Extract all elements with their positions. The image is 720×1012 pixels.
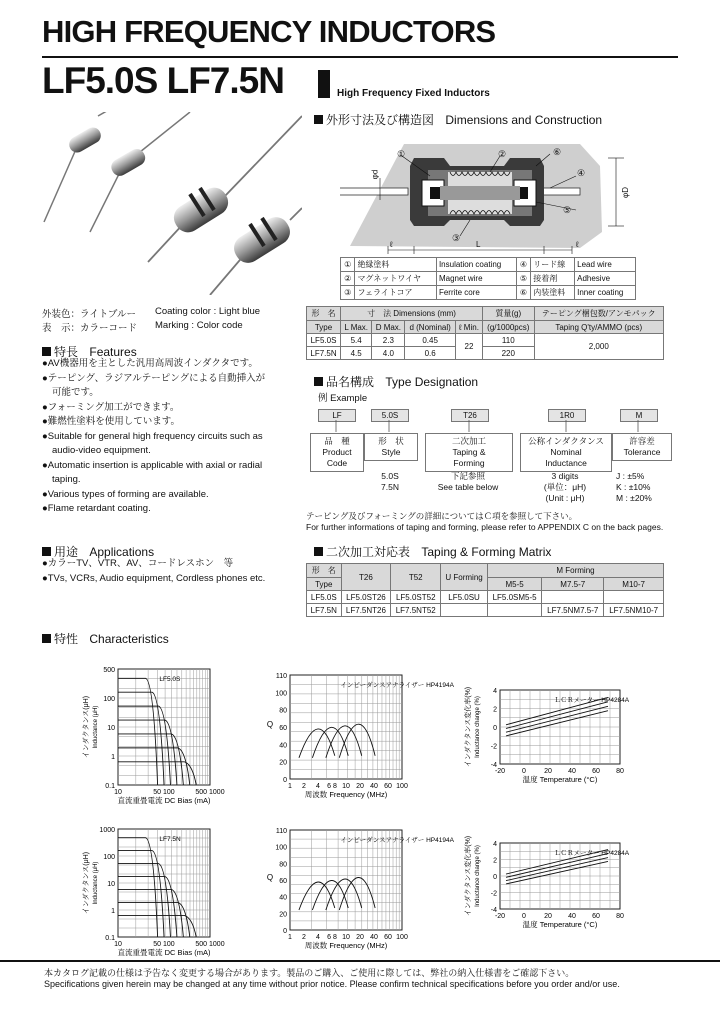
feature-text: AV機器用を主とした汎用高周波インダクタです。 <box>47 358 258 369</box>
list-item <box>42 386 302 401</box>
table-cell: 220 <box>483 347 534 360</box>
x-tick-label: 60 <box>592 913 600 920</box>
chart-legend: インピーダンスアナライザー HP4194A <box>340 682 454 689</box>
x-tick-label: 2 <box>302 783 306 790</box>
y-axis-label-jp: インダクタンス変化率(%) <box>465 835 472 917</box>
chart-legend: インピーダンスアナライザー HP4194A <box>340 837 454 844</box>
designation-connectors <box>310 420 670 434</box>
y-tick-label: 20 <box>279 911 287 919</box>
table-cell: LF7.5N <box>307 604 342 617</box>
list-item <box>42 459 302 474</box>
y-tick-label: 1000 <box>99 827 115 834</box>
y-axis-label-jp: インダクタンス(μH) <box>83 851 90 915</box>
table-cell: 4.5 <box>341 347 372 360</box>
features-heading-jp: 特長 <box>54 345 79 359</box>
y-tick-label: -2 <box>490 743 497 751</box>
list-item <box>42 444 302 459</box>
footer-rule <box>0 960 720 962</box>
table-cell: 2,000 <box>534 334 663 360</box>
code-taping: T26 <box>451 409 489 422</box>
x-tick-label: 1 <box>288 934 292 941</box>
table-cell: 110 <box>483 334 534 347</box>
characteristics-heading-en: Characteristics <box>89 632 169 646</box>
table-cell: 22 <box>455 334 482 360</box>
table-cell <box>604 591 664 604</box>
x-tick-label: 20 <box>544 913 552 920</box>
table-cell: LF5.0SM5-5 <box>487 591 541 604</box>
designation-example: 例 Example <box>318 393 368 404</box>
table-cell: LF5.0SU <box>441 591 488 604</box>
y-axis-label-en: Inductance change (%) <box>475 845 481 907</box>
x-tick-label: 0 <box>522 913 526 920</box>
list-item <box>42 488 302 503</box>
bullet-icon: ● <box>42 416 48 427</box>
table-cell: LF7.5N <box>307 347 341 360</box>
bullet-icon: ● <box>42 558 48 569</box>
chart-legend: LF5.0S <box>159 676 181 683</box>
table-cell: 2.3 <box>372 334 405 347</box>
section-marker-icon <box>314 377 323 386</box>
bullet-icon: ● <box>42 572 48 584</box>
construction-drawing <box>340 136 636 258</box>
designation-heading-en: Type Designation <box>385 375 479 389</box>
x-tick-label: 80 <box>616 913 624 920</box>
designation-heading-jp: 品名構成 <box>326 375 375 389</box>
box-style: 形 状 Style <box>364 433 418 461</box>
forming-heading-en: Taping & Forming Matrix <box>421 545 552 559</box>
x-tick-label: 1 <box>288 783 292 790</box>
x-tick-label: 2 <box>302 934 306 941</box>
dim-header-D: D Max. <box>372 321 405 334</box>
characteristics-heading <box>42 630 169 647</box>
title-rule <box>42 56 678 58</box>
part-no: ① <box>341 258 355 272</box>
y-tick-label: 80 <box>279 707 287 715</box>
feature-text: 難燃性塗料を使用しています。 <box>47 416 180 427</box>
y-tick-label: -2 <box>490 890 497 898</box>
chart-legend: ＬＣＲメーター HP4284A <box>554 697 630 704</box>
table-cell: LF7.5NM10-7 <box>604 604 664 617</box>
part-no: ⑥ <box>516 286 530 300</box>
x-tick-label: 500 1000 <box>195 941 225 948</box>
callout-2: ② <box>498 149 507 159</box>
application-text: TVs, VCRs, Audio equipment, Cordless phones etc. <box>47 572 266 584</box>
part-no: ③ <box>341 286 355 300</box>
chart-q2 <box>250 822 454 962</box>
x-tick-label: 10 <box>342 783 350 790</box>
list-item <box>42 557 265 572</box>
y-tick-label: 100 <box>103 696 115 703</box>
dim-L-label: L <box>476 240 481 249</box>
dim-header-weight-jp: 質量(g) <box>483 307 534 321</box>
y-tick-label: 0 <box>283 928 287 935</box>
code-inductance: 1R0 <box>548 409 586 422</box>
feature-text: Suitable for general high frequency circuits such as <box>47 430 263 442</box>
dim-header-d: d (Nominal) <box>405 321 456 334</box>
bullet-icon: ● <box>42 459 48 471</box>
part-no: ⑤ <box>516 272 530 286</box>
feature-text: フォーミング加工ができます。 <box>47 401 180 413</box>
applications-heading-jp: 用途 <box>54 545 79 559</box>
y-axis-label-en: Inductance (μH) <box>93 705 99 749</box>
dim-header-type-jp: 形 名 <box>307 307 341 321</box>
dim-header-taping-jp: テーピング梱包数/アンモパック <box>534 307 663 321</box>
model-subtitle: High Frequency Fixed Inductors <box>337 88 490 99</box>
callout-4: ④ <box>577 168 586 178</box>
box-product-code: 品 種 Product Code <box>310 433 364 472</box>
x-tick-label: 40 <box>370 783 378 790</box>
dim-header-taping: Taping Q'ty/AMMO (pcs) <box>534 321 663 334</box>
part-jp: フェライトコア <box>355 286 437 300</box>
dim-header-weight: (g/1000pcs) <box>483 321 534 334</box>
dim-D-label: φD <box>620 187 630 198</box>
y-tick-label: 500 <box>103 667 115 674</box>
y-tick-label: 4 <box>493 688 497 695</box>
feature-text: Flame retardant coating. <box>47 503 151 514</box>
chart-dcbias2 <box>78 821 232 969</box>
y-tick-label: 110 <box>275 828 287 835</box>
list-item <box>42 372 302 387</box>
marking-caption-en: Marking : Color code <box>155 320 243 331</box>
y-tick-label: 100 <box>103 854 115 861</box>
list-item <box>42 415 302 430</box>
callout-5: ⑤ <box>563 205 572 215</box>
forming-heading <box>314 543 551 560</box>
part-no: ② <box>341 272 355 286</box>
applications-list <box>42 557 265 586</box>
dim-header-l: ℓ Min. <box>455 321 482 334</box>
bullet-icon: ● <box>42 503 48 514</box>
x-tick-label: 50 100 <box>153 941 175 948</box>
part-en: Lead wire <box>575 258 636 272</box>
callout-1: ① <box>397 149 406 159</box>
x-tick-label: 500 1000 <box>195 789 225 796</box>
table-cell: LF7.5NT52 <box>391 604 441 617</box>
x-tick-label: 80 <box>616 768 624 775</box>
x-tick-label: 60 <box>592 768 600 775</box>
product-photo <box>40 112 302 295</box>
part-no: ④ <box>516 258 530 272</box>
application-text: カラーTV、VTR、AV、コードレスホン 等 <box>47 558 234 569</box>
x-tick-label: 20 <box>544 768 552 775</box>
part-en: Magnet wire <box>436 272 516 286</box>
y-tick-label: 40 <box>279 742 287 750</box>
forming-header-m: M Forming <box>487 564 663 578</box>
part-jp: 絶縁塗料 <box>355 258 437 272</box>
callout-6: ⑥ <box>553 147 562 157</box>
y-tick-label: 2 <box>493 857 497 865</box>
table-cell: LF5.0S <box>307 591 342 604</box>
footer-en: Specifications given herein may be changed at any time without prior notice. Please confirm technical specifications before you order and/or use. <box>44 979 620 989</box>
features-heading-en: Features <box>89 345 137 359</box>
list-item <box>42 473 302 488</box>
table-cell <box>441 604 488 617</box>
y-tick-label: 100 <box>275 690 287 698</box>
forming-header-u: U Forming <box>441 564 488 591</box>
y-tick-label: 1 <box>111 754 115 761</box>
list-item <box>42 430 302 445</box>
dim-header-type: Type <box>307 321 341 334</box>
feature-text: Automatic insertion is applicable with axial or radial <box>47 459 263 471</box>
y-tick-label: 40 <box>279 894 287 902</box>
x-tick-label: 10 <box>342 934 350 941</box>
tolerance-values: J : ±5% K : ±10% M : ±20% <box>616 471 652 503</box>
style-values: 5.0S 7.5N <box>381 471 399 492</box>
coating-caption-jp: 外装色：ライトブルー <box>42 309 137 320</box>
y-tick-label: 0.1 <box>105 935 115 942</box>
code-lf: LF <box>318 409 356 422</box>
part-en: Inner coating <box>575 286 636 300</box>
forming-header-m10: M10-7 <box>604 578 664 591</box>
plot-area <box>290 675 402 779</box>
dim-header-dimensions: 寸 法 Dimensions (mm) <box>341 307 483 321</box>
bullet-icon: ● <box>42 430 48 442</box>
applications-heading-en: Applications <box>89 545 155 559</box>
x-tick-label: 100 <box>396 783 408 790</box>
y-tick-label: -4 <box>490 762 497 769</box>
y-tick-label: 100 <box>275 844 287 852</box>
section-marker-icon <box>314 547 323 556</box>
page-title: HIGH FREQUENCY INDUCTORS <box>42 14 496 49</box>
chart-q1 <box>250 667 454 811</box>
dim-d-label: φd <box>370 169 380 180</box>
box-tolerance: 許容差 Tolerance <box>612 433 672 461</box>
dimensions-heading-en: Dimensions and Construction <box>445 113 603 127</box>
y-tick-label: 0 <box>283 777 287 784</box>
feature-text: Various types of forming are available. <box>47 488 209 500</box>
table-cell: LF5.0ST52 <box>391 591 441 604</box>
y-axis-label-en: Inductance (μH) <box>93 861 99 905</box>
taping-values: 下記参照 See table below <box>437 471 499 492</box>
table-cell: 5.4 <box>341 334 372 347</box>
x-tick-label: -20 <box>494 913 506 920</box>
y-axis-label-en: Inductance change (%) <box>475 696 481 758</box>
x-axis-label: 温度 Temperature (°C) <box>522 920 598 929</box>
characteristics-heading-jp: 特性 <box>54 632 79 646</box>
feature-text: テーピング、ラジアルテーピングによる自動挿入が <box>47 372 266 384</box>
feature-text: taping. <box>52 474 81 485</box>
table-cell: 0.6 <box>405 347 456 360</box>
y-tick-label: 0.1 <box>105 783 115 790</box>
parts-legend <box>340 257 636 300</box>
y-tick-label: 10 <box>107 725 115 732</box>
part-en: Adhesive <box>575 272 636 286</box>
box-nominal-inductance: 公称インダクタンス Nominal Inductance <box>520 433 612 472</box>
y-tick-label: 10 <box>107 881 115 888</box>
dim-header-L: L Max. <box>341 321 372 334</box>
dimension-table <box>306 306 664 360</box>
callout-3: ③ <box>452 233 461 243</box>
section-marker-icon <box>42 634 51 643</box>
x-tick-label: -20 <box>494 768 506 775</box>
x-tick-label: 40 <box>370 934 378 941</box>
x-tick-label: 50 100 <box>153 789 175 796</box>
dimensions-heading <box>314 111 602 128</box>
forming-header-type: Type <box>307 578 342 591</box>
chart-dcbias1 <box>78 661 232 817</box>
x-axis-label: 直流重畳電流 DC Bias (mA) <box>117 948 211 957</box>
y-tick-label: 1 <box>111 908 115 915</box>
table-cell: LF7.5NM7.5-7 <box>542 604 604 617</box>
forming-header-m75: M7.5-7 <box>542 578 604 591</box>
x-tick-label: 4 <box>316 783 320 790</box>
coating-caption-en: Coating color : Light blue <box>155 306 261 317</box>
bullet-icon: ● <box>42 488 48 500</box>
x-axis-label: 温度 Temperature (°C) <box>522 775 598 784</box>
model-bar <box>318 70 330 98</box>
bullet-icon: ● <box>42 372 48 384</box>
forming-header-type-jp: 形 名 <box>307 564 342 578</box>
plot-area <box>290 830 402 930</box>
x-tick-label: 20 <box>356 934 364 941</box>
dim-l1-label: ℓ <box>390 240 393 249</box>
y-tick-label: 20 <box>279 759 287 767</box>
features-list <box>42 357 302 517</box>
x-tick-label: 40 <box>568 768 576 775</box>
forming-header-m5: M5-5 <box>487 578 541 591</box>
y-axis-label: Q <box>266 720 274 729</box>
x-tick-label: 40 <box>568 913 576 920</box>
y-axis-label-jp: インダクタンス変化率(%) <box>465 686 472 768</box>
y-axis-label-jp: インダクタンス(μH) <box>83 695 90 759</box>
box-taping-forming: 二次加工 Taping & Forming <box>425 433 513 472</box>
y-tick-label: 60 <box>279 725 287 732</box>
y-tick-label: 0 <box>493 874 497 881</box>
y-tick-label: 110 <box>275 673 287 680</box>
feature-text: 可能です。 <box>52 387 99 398</box>
forming-heading-jp: 二次加工対応表 <box>326 545 411 559</box>
y-tick-label: 80 <box>279 861 287 869</box>
bullet-icon: ● <box>42 358 48 369</box>
section-marker-icon <box>42 347 51 356</box>
table-cell: LF7.5NT26 <box>341 604 391 617</box>
y-tick-label: 0 <box>493 725 497 732</box>
part-jp: マグネットワイヤ <box>355 272 437 286</box>
list-item <box>42 572 265 587</box>
x-tick-label: 20 <box>356 783 364 790</box>
x-tick-label: 0 <box>522 768 526 775</box>
chart-temp2 <box>460 835 642 941</box>
table-cell: 0.45 <box>405 334 456 347</box>
x-tick-label: 10 <box>114 789 122 796</box>
section-marker-icon <box>42 547 51 556</box>
table-cell <box>487 604 541 617</box>
list-item <box>42 357 302 372</box>
forming-header-t52: T52 <box>391 564 441 591</box>
part-jp: 接着剤 <box>531 272 575 286</box>
table-cell: 4.0 <box>372 347 405 360</box>
footer-jp: 本カタログ記載の仕様は予告なく変更する場合があります。製品のご購入、ご使用に際しては、弊社の納入仕様書をご確認下さい。 <box>44 968 575 978</box>
part-jp: リード線 <box>531 258 575 272</box>
inductance-values: 3 digits (単位：μH) (Unit : μH) <box>543 471 587 503</box>
model-name: LF5.0S LF7.5N <box>42 60 284 101</box>
bullet-icon: ● <box>42 401 48 413</box>
x-tick-label: 4 <box>316 934 320 941</box>
marking-caption-jp: 表 示：カラーコード <box>42 323 138 334</box>
chart-legend: ＬＣＲメーター HP4284A <box>554 850 630 857</box>
table-cell <box>542 591 604 604</box>
chart-legend: LF7.5N <box>159 836 181 843</box>
x-tick-label: 60 <box>384 783 392 790</box>
part-jp: 内装塗料 <box>531 286 575 300</box>
designation-heading <box>314 373 478 390</box>
feature-text: audio-video equipment. <box>52 445 151 456</box>
x-axis-label: 周波数 Frequency (MHz) <box>304 790 388 799</box>
x-tick-label: 6 8 <box>327 783 337 790</box>
designation-note-en: For further informations of taping and forming, please refer to APPENDIX C on the back pages. <box>306 522 664 532</box>
x-tick-label: 60 <box>384 934 392 941</box>
table-cell: LF5.0ST26 <box>341 591 391 604</box>
part-en: Ferrite core <box>436 286 516 300</box>
designation-note-jp: テーピング及びフォーミングの詳細についてはＣ項を参照して下さい。 <box>306 511 578 521</box>
forming-table <box>306 563 664 617</box>
x-tick-label: 10 <box>114 941 122 948</box>
code-style: 5.0S <box>371 409 409 422</box>
list-item <box>42 502 302 517</box>
y-tick-label: -4 <box>490 907 497 914</box>
y-tick-label: 2 <box>493 706 497 714</box>
forming-header-t26: T26 <box>341 564 391 591</box>
dimensions-heading-jp: 外形寸法及び構造図 <box>326 113 435 127</box>
y-tick-label: 60 <box>279 878 287 885</box>
list-item <box>42 401 302 416</box>
x-tick-label: 6 8 <box>327 934 337 941</box>
table-cell: LF5.0S <box>307 334 341 347</box>
y-axis-label: Q <box>266 873 274 882</box>
dim-l2-label: ℓ <box>576 240 579 249</box>
part-en: Insulation coating <box>436 258 516 272</box>
x-axis-label: 直流重畳電流 DC Bias (mA) <box>117 796 211 805</box>
y-tick-label: 4 <box>493 841 497 848</box>
chart-temp1 <box>460 682 642 796</box>
section-marker-icon <box>314 115 323 124</box>
x-tick-label: 100 <box>396 934 408 941</box>
code-tolerance: M <box>620 409 658 422</box>
x-axis-label: 周波数 Frequency (MHz) <box>304 941 388 950</box>
